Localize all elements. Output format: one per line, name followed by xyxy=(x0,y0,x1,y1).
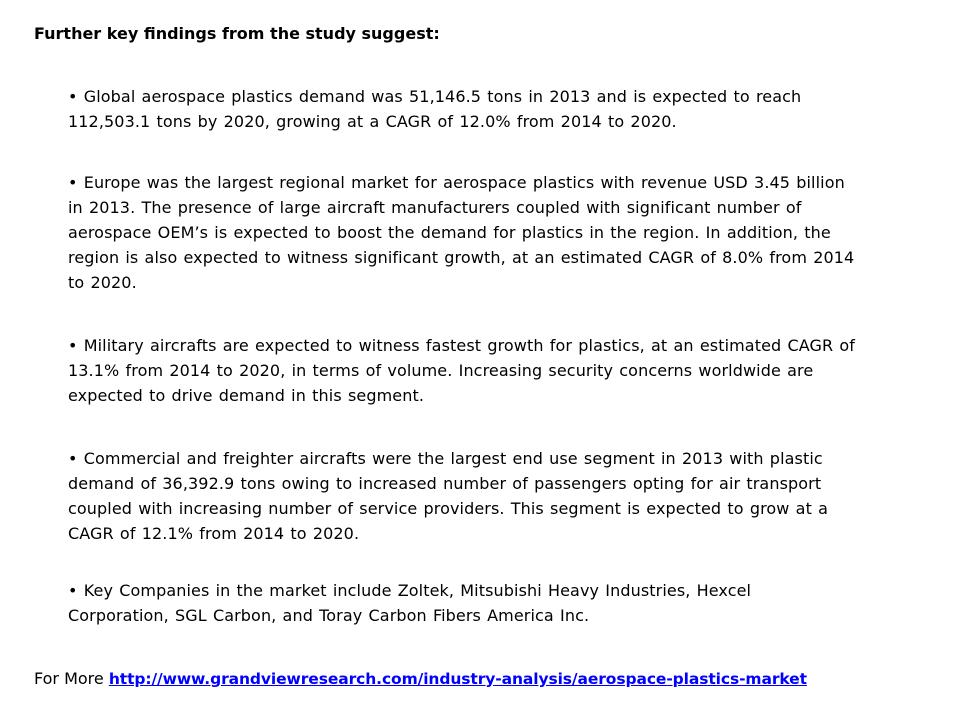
more-info-link[interactable]: http://www.grandviewresearch.com/industry-analysis/aerospace-plastics-market xyxy=(108,670,807,688)
page-title: Further key findings from the study suggest: xyxy=(34,24,440,43)
bullet-icon: • xyxy=(68,449,78,468)
finding-text: Military aircrafts are expected to witness fastest growth for plastics, at an estimated CAGR of 13.1% from 2014 to 2020, in terms of volume. Increasing security concerns worldwide are expected to drive demand in this segment. xyxy=(68,336,856,405)
bullet-icon: • xyxy=(68,336,78,355)
finding-military xyxy=(68,333,858,408)
finding-commercial xyxy=(68,446,858,546)
finding-global-demand xyxy=(68,84,858,134)
footer xyxy=(34,667,807,691)
bullet-icon: • xyxy=(68,87,78,106)
finding-key-companies xyxy=(68,578,858,628)
finding-text: Commercial and freighter aircrafts were the largest end use segment in 2013 with plastic demand of 36,392.9 tons owing to increased number of passengers opting for air transport coupled with increasing number of service providers. This segment is expected to grow at a CAGR of 12.1% from 2014 to 2020. xyxy=(68,449,829,543)
bullet-icon: • xyxy=(68,581,78,600)
finding-text: Global aerospace plastics demand was 51,146.5 tons in 2013 and is expected to reach 112,503.1 tons by 2020, growing at a CAGR of 12.0% from 2014 to 2020. xyxy=(68,87,802,131)
finding-text: Key Companies in the market include Zoltek, Mitsubishi Heavy Industries, Hexcel Corporation, SGL Carbon, and Toray Carbon Fibers America Inc. xyxy=(68,581,752,625)
footer-prefix: For More xyxy=(34,669,109,688)
finding-text: Europe was the largest regional market for aerospace plastics with revenue USD 3.45 billion in 2013. The presence of large aircraft manufacturers coupled with significant number of aerospace OEM’s is expected to boost the demand for plastics in the region. In addition, the region is also expected to witness significant growth, at an estimated CAGR of 8.0% from 2014 to 2020. xyxy=(68,173,855,292)
finding-europe xyxy=(68,170,858,295)
bullet-icon: • xyxy=(68,173,78,192)
